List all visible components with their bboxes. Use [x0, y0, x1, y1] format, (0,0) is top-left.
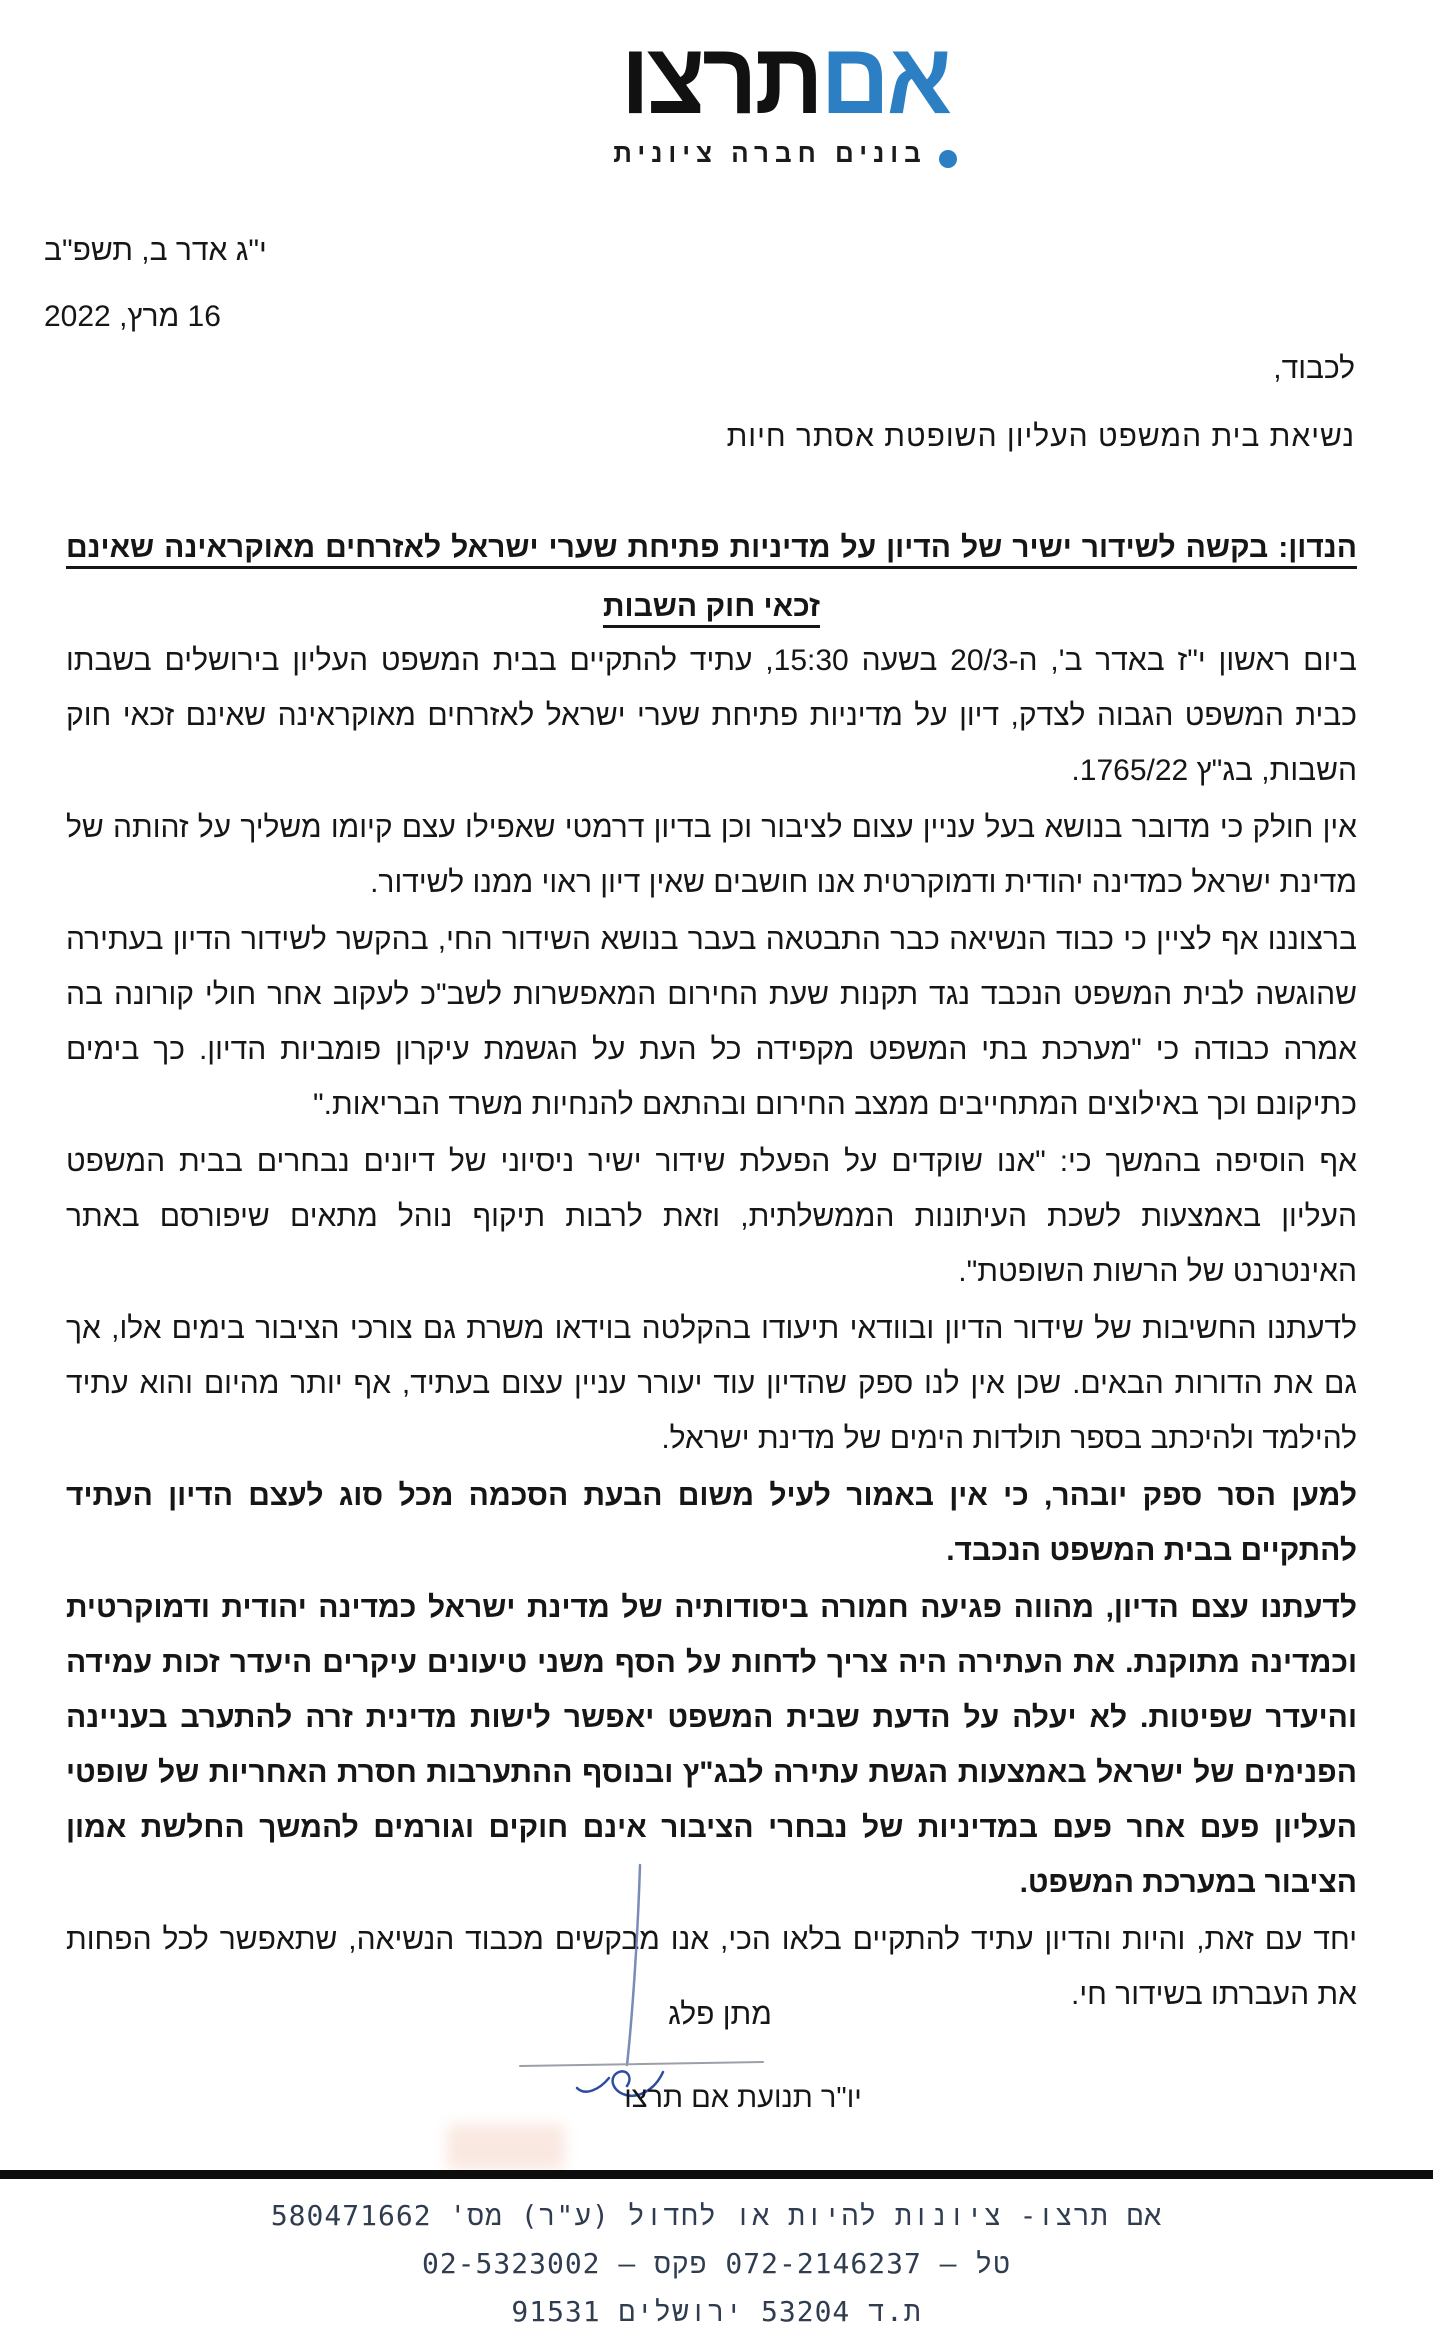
date-block: [44, 218, 267, 350]
footer-address-line: ת.ד 53204 ירושלים 91531: [511, 2295, 922, 2328]
letterhead-footer: [0, 2192, 1433, 2336]
paragraph-4: אף הוסיפה בהמשך כי: "אנו שוקדים על הפעלת שידור ישיר ניסיוני של דיונים נבחרים בבית המשפט העליון באמצעות לשכת העיתונות הממשלתית, וזאת לרבות תיקוף נוהל מתאים שיפורסם באתר האינטרנט של הרשות השופטת".: [66, 1145, 1357, 1288]
paragraph-8: יחד עם זאת, והיות והדיון עתיד להתקיים בלאו הכי, אנו מבקשים מכבוד הנשיאה, שתאפשר לכל הפחות את העברתו בשידור חי.: [66, 1923, 1357, 2011]
org-logo-wordmark: [570, 21, 1000, 136]
letter-body: [66, 633, 1357, 2024]
signatory-title: יו"ר תנועת אם תרצו: [624, 2082, 862, 2114]
org-logo: [570, 21, 1000, 169]
footer-org-line: אם תרצו- ציונות להיות או לחדול (ע"ר) מס' 580471662: [270, 2199, 1163, 2232]
addressee: נשיאת בית המשפט העליון השופטת אסתר חיות: [726, 420, 1355, 453]
paragraph-1: ביום ראשון י"ז באדר ב', ה-20/3 בשעה 15:30, עתיד להתקיים בבית המשפט העליון בירושלים בשבתו כבית המשפט הגבוה לצדק, דיון על מדיניות פתיחת שערי ישראל לאזרחים מאוקראינה שאינם זכאי חוק השבות, בג"ץ 1765/22.: [66, 644, 1357, 787]
gregorian-date: 16 מרץ, 2022: [44, 300, 221, 333]
paragraph-2: אין חולק כי מדובר בנושא בעל עניין עצום לציבור וכן בדיון דרמטי שאפילו עצם קיומו משליך על זהותה של מדינת ישראל כמדינה יהודית ודמוקרטית אנו חושבים שאין דיון ראוי ממנו לשידור.: [66, 811, 1357, 899]
handwritten-signature-icon: [505, 1860, 805, 2110]
logo-dot-icon: [939, 150, 957, 168]
salutation: לכבוד,: [1273, 352, 1355, 385]
signatory-name: מתן פלג: [668, 1998, 772, 2031]
paragraph-6-bold: למען הסר ספק יובהר, כי אין באמור לעיל משום הבעת הסכמה מכל סוג לעצם הדיון העתיד להתקיים בבית המשפט הנכבד.: [66, 1479, 1357, 1567]
footer-phone-line: טל — 072-2146237 פקס — 02-5323002: [421, 2247, 1012, 2280]
subject-line: הנדון: בקשה לשידור ישיר של הדיון על מדיניות פתיחת שערי ישראל לאזרחים מאוקראינה שאינם זכאי חוק השבות: [66, 531, 1357, 623]
footer-divider: [0, 2170, 1433, 2179]
paragraph-5: לדעתנו החשיבות של שידור הדיון ובוודאי תיעודו בהקלטה בוידאו משרת גם צורכי הציבור בימים אלו, אך גם את הדורות הבאים. שכן אין לנו ספק שהדיון עוד יעורר עניין עצום בעתיד, אף יותר מהיום והוא עתיד להילמד ולהיכתב בספר תולדות הימים של מדינת ישראל.: [66, 1312, 1357, 1455]
hebrew-date: י"ג אדר ב, תשפ"ב: [44, 234, 267, 267]
org-logo-tagline: בונים חברה ציונית: [613, 138, 927, 168]
paragraph-3: ברצוננו אף לציין כי כבוד הנשיאה כבר התבטאה בעבר בנושא השידור החי, בהקשר לשידור הדיון בעתירה שהוגשה לבית המשפט הנכבד נגד תקנות שעת החירום המאפשרות לשב"כ לעקוב אחר חולי קורונה בה אמרה כבודה כי "מערכת בתי המשפט מקפידה כל העת על הגשמת עיקרון פומביות הדיון. כך בימים כתיקונם וכך באילוצים המתחייבים ממצב החירום ובהתאם להנחיות משרד הבריאות.": [66, 923, 1357, 1121]
logo-word-black: תרצו: [620, 21, 821, 136]
scan-smudge: [447, 2124, 565, 2170]
logo-word-blue: אם: [820, 21, 950, 136]
org-logo-tagline-row: [570, 138, 1000, 169]
paragraph-7-bold: לדעתנו עצם הדיון, מהווה פגיעה חמורה ביסודותיה של מדינת ישראל כמדינה יהודית ודמוקרטית וכמדינה מתוקנת. את העתירה היה צריך לדחות על הסף משני טיעונים עיקרים היעדר זכות עמידה והיעדר שפיטות. לא יעלה על הדעת שבית המשפט יאפשר לישות מדינית זרה להתערב בעניינה הפנימים של ישראל באמצעות הגשת עתירה לבג"ץ ובנוסף ההתערבות חסרת האחריות של שופטי העליון פעם אחר פעם במדיניות של נבחרי הציבור אינם חוקים וגורמים להמשך החלשת אמון הציבור במערכת המשפט.: [66, 1591, 1357, 1899]
